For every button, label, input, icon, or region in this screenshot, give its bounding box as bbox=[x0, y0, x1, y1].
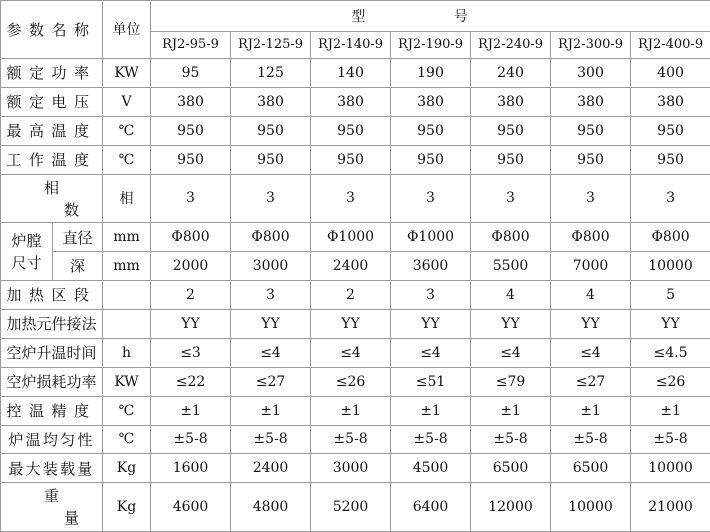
row-label: 直径 bbox=[53, 223, 103, 252]
value-cell: ≤4 bbox=[551, 338, 631, 367]
value-cell: 950 bbox=[391, 116, 471, 145]
value-cell: 10000 bbox=[631, 252, 710, 281]
row-label: 空炉升温时间 bbox=[1, 338, 103, 367]
value-cell: ≤51 bbox=[391, 367, 471, 396]
value-cell: 950 bbox=[231, 116, 311, 145]
value-cell: ≤4 bbox=[311, 338, 391, 367]
table-row bbox=[1, 367, 710, 396]
value-cell: 950 bbox=[471, 145, 551, 174]
table-row bbox=[1, 174, 710, 223]
value-cell: 190 bbox=[391, 58, 471, 87]
value-cell: 3000 bbox=[311, 454, 391, 483]
model-cell: RJ2-400-9 bbox=[631, 31, 710, 58]
value-cell: 3600 bbox=[391, 252, 471, 281]
value-cell: ±5-8 bbox=[311, 425, 391, 454]
row-label-top: 相 bbox=[44, 178, 60, 197]
value-cell: ≤79 bbox=[471, 367, 551, 396]
row-label: 工作温度 bbox=[1, 145, 103, 174]
value-cell: Φ1000 bbox=[391, 223, 471, 252]
value-cell: 950 bbox=[551, 145, 631, 174]
value-cell: 380 bbox=[231, 87, 311, 116]
value-cell: 6500 bbox=[551, 454, 631, 483]
table-row bbox=[1, 87, 710, 116]
row-unit: KW bbox=[103, 58, 151, 87]
value-cell: ±1 bbox=[151, 396, 231, 425]
value-cell: 3 bbox=[231, 174, 311, 223]
value-cell: 4 bbox=[471, 280, 551, 309]
value-cell: 380 bbox=[391, 87, 471, 116]
table-row bbox=[1, 425, 710, 454]
row-unit: V bbox=[103, 87, 151, 116]
value-cell: 2 bbox=[151, 280, 231, 309]
value-cell: 380 bbox=[471, 87, 551, 116]
row-label: 空炉损耗功率 bbox=[1, 367, 103, 396]
value-cell: ≤4 bbox=[391, 338, 471, 367]
row-label: 额定电压 bbox=[1, 87, 103, 116]
value-cell: 2400 bbox=[231, 454, 311, 483]
value-cell: ≤3 bbox=[151, 338, 231, 367]
value-cell: ±1 bbox=[231, 396, 311, 425]
value-cell: 3 bbox=[391, 174, 471, 223]
value-cell: 240 bbox=[471, 58, 551, 87]
table-row bbox=[1, 338, 710, 367]
row-unit: ℃ bbox=[103, 425, 151, 454]
value-cell: Φ1000 bbox=[311, 223, 391, 252]
row-label: 炉温均匀性 bbox=[1, 425, 103, 454]
value-cell: 950 bbox=[631, 145, 710, 174]
value-cell: 125 bbox=[231, 58, 311, 87]
table-row bbox=[1, 483, 710, 532]
table-row bbox=[1, 223, 710, 252]
value-cell: 950 bbox=[391, 145, 471, 174]
value-cell: Φ800 bbox=[471, 223, 551, 252]
value-cell: ±5-8 bbox=[471, 425, 551, 454]
value-cell: 300 bbox=[551, 58, 631, 87]
value-cell: 3 bbox=[151, 174, 231, 223]
value-cell: 380 bbox=[551, 87, 631, 116]
row-unit: mm bbox=[103, 223, 151, 252]
value-cell: YY bbox=[631, 309, 710, 338]
value-cell: ±1 bbox=[311, 396, 391, 425]
value-cell: 12000 bbox=[471, 483, 551, 532]
value-cell: YY bbox=[231, 309, 311, 338]
value-cell: ±1 bbox=[551, 396, 631, 425]
value-cell: ≤22 bbox=[151, 367, 231, 396]
row-unit: Kg bbox=[103, 454, 151, 483]
model-cell: RJ2-95-9 bbox=[151, 31, 231, 58]
value-cell: ±5-8 bbox=[231, 425, 311, 454]
row-label-bottom: 数 bbox=[64, 200, 80, 219]
value-cell: 10000 bbox=[551, 483, 631, 532]
chamber-label-line1: 炉膛 bbox=[11, 231, 42, 250]
table-row bbox=[1, 454, 710, 483]
value-cell: ≤26 bbox=[311, 367, 391, 396]
header-row bbox=[1, 1, 710, 32]
value-cell: 950 bbox=[311, 116, 391, 145]
value-cell: 380 bbox=[631, 87, 710, 116]
value-cell: 4600 bbox=[151, 483, 231, 532]
value-cell: 140 bbox=[311, 58, 391, 87]
value-cell: Φ800 bbox=[151, 223, 231, 252]
row-unit: ℃ bbox=[103, 396, 151, 425]
value-cell: 4500 bbox=[391, 454, 471, 483]
value-cell: ≤4.5 bbox=[631, 338, 710, 367]
value-cell: ≤27 bbox=[551, 367, 631, 396]
value-cell: 3 bbox=[391, 280, 471, 309]
value-cell: 95 bbox=[151, 58, 231, 87]
value-cell: 380 bbox=[151, 87, 231, 116]
value-cell: 3 bbox=[311, 174, 391, 223]
value-cell: ±5-8 bbox=[391, 425, 471, 454]
model-cell: RJ2-190-9 bbox=[391, 31, 471, 58]
row-label: 加热元件接法 bbox=[1, 309, 103, 338]
table-row bbox=[1, 396, 710, 425]
value-cell: 400 bbox=[631, 58, 710, 87]
model-cell: RJ2-140-9 bbox=[311, 31, 391, 58]
value-cell: ±5-8 bbox=[631, 425, 710, 454]
value-cell: 5500 bbox=[471, 252, 551, 281]
row-label: 最大装载量 bbox=[1, 454, 103, 483]
value-cell: 3000 bbox=[231, 252, 311, 281]
row-label: 加热区段 bbox=[1, 280, 103, 309]
table-row bbox=[1, 252, 710, 281]
value-cell: YY bbox=[471, 309, 551, 338]
value-cell: ±5-8 bbox=[151, 425, 231, 454]
value-cell: ±5-8 bbox=[551, 425, 631, 454]
row-unit: 相 bbox=[103, 174, 151, 223]
value-cell: 3 bbox=[631, 174, 710, 223]
row-unit: Kg bbox=[103, 483, 151, 532]
row-label: 控温精度 bbox=[1, 396, 103, 425]
chamber-label-line2: 尺寸 bbox=[11, 253, 42, 272]
value-cell: YY bbox=[151, 309, 231, 338]
value-cell: ±1 bbox=[471, 396, 551, 425]
model-cell: RJ2-240-9 bbox=[471, 31, 551, 58]
row-label: 最高温度 bbox=[1, 116, 103, 145]
model-cell: RJ2-125-9 bbox=[231, 31, 311, 58]
row-label bbox=[1, 483, 103, 532]
unit-header: 单位 bbox=[103, 1, 151, 59]
value-cell: 950 bbox=[551, 116, 631, 145]
table-row bbox=[1, 309, 710, 338]
row-unit bbox=[103, 280, 151, 309]
table-row bbox=[1, 145, 710, 174]
value-cell: 6400 bbox=[391, 483, 471, 532]
row-unit: h bbox=[103, 338, 151, 367]
value-cell: 2400 bbox=[311, 252, 391, 281]
value-cell: 2 bbox=[311, 280, 391, 309]
value-cell: 5200 bbox=[311, 483, 391, 532]
row-unit: ℃ bbox=[103, 116, 151, 145]
row-label: 额定功率 bbox=[1, 58, 103, 87]
row-label: 深 bbox=[53, 252, 103, 281]
value-cell: Φ800 bbox=[631, 223, 710, 252]
value-cell: 4 bbox=[551, 280, 631, 309]
value-cell: 4800 bbox=[231, 483, 311, 532]
value-cell: YY bbox=[391, 309, 471, 338]
value-cell: 950 bbox=[151, 145, 231, 174]
row-unit: mm bbox=[103, 252, 151, 281]
value-cell: 5 bbox=[631, 280, 710, 309]
row-label-bottom: 量 bbox=[64, 509, 80, 528]
value-cell: YY bbox=[311, 309, 391, 338]
value-cell: 3 bbox=[551, 174, 631, 223]
value-cell: Φ800 bbox=[231, 223, 311, 252]
value-cell: 6500 bbox=[471, 454, 551, 483]
row-unit: KW bbox=[103, 367, 151, 396]
value-cell: 1600 bbox=[151, 454, 231, 483]
row-unit bbox=[103, 309, 151, 338]
value-cell: 2000 bbox=[151, 252, 231, 281]
value-cell: ≤4 bbox=[231, 338, 311, 367]
value-cell: 950 bbox=[631, 116, 710, 145]
value-cell: ±1 bbox=[391, 396, 471, 425]
chamber-size-label bbox=[1, 223, 53, 281]
value-cell: 950 bbox=[471, 116, 551, 145]
value-cell: 7000 bbox=[551, 252, 631, 281]
table-row bbox=[1, 58, 710, 87]
value-cell: Φ800 bbox=[551, 223, 631, 252]
value-cell: 3 bbox=[471, 174, 551, 223]
row-unit: ℃ bbox=[103, 145, 151, 174]
value-cell: 10000 bbox=[631, 454, 710, 483]
model-header: 型 号 bbox=[151, 1, 710, 32]
value-cell: 21000 bbox=[631, 483, 710, 532]
row-label bbox=[1, 174, 103, 223]
model-cell: RJ2-300-9 bbox=[551, 31, 631, 58]
value-cell: ≤4 bbox=[471, 338, 551, 367]
row-label-top: 重 bbox=[44, 487, 60, 506]
table-row bbox=[1, 116, 710, 145]
value-cell: 950 bbox=[311, 145, 391, 174]
value-cell: YY bbox=[551, 309, 631, 338]
param-name-header: 参数名称 bbox=[1, 1, 103, 59]
value-cell: 380 bbox=[311, 87, 391, 116]
value-cell: 950 bbox=[231, 145, 311, 174]
table-row bbox=[1, 280, 710, 309]
value-cell: ±1 bbox=[631, 396, 710, 425]
value-cell: 3 bbox=[231, 280, 311, 309]
value-cell: ≤26 bbox=[631, 367, 710, 396]
value-cell: 950 bbox=[151, 116, 231, 145]
value-cell: ≤27 bbox=[231, 367, 311, 396]
